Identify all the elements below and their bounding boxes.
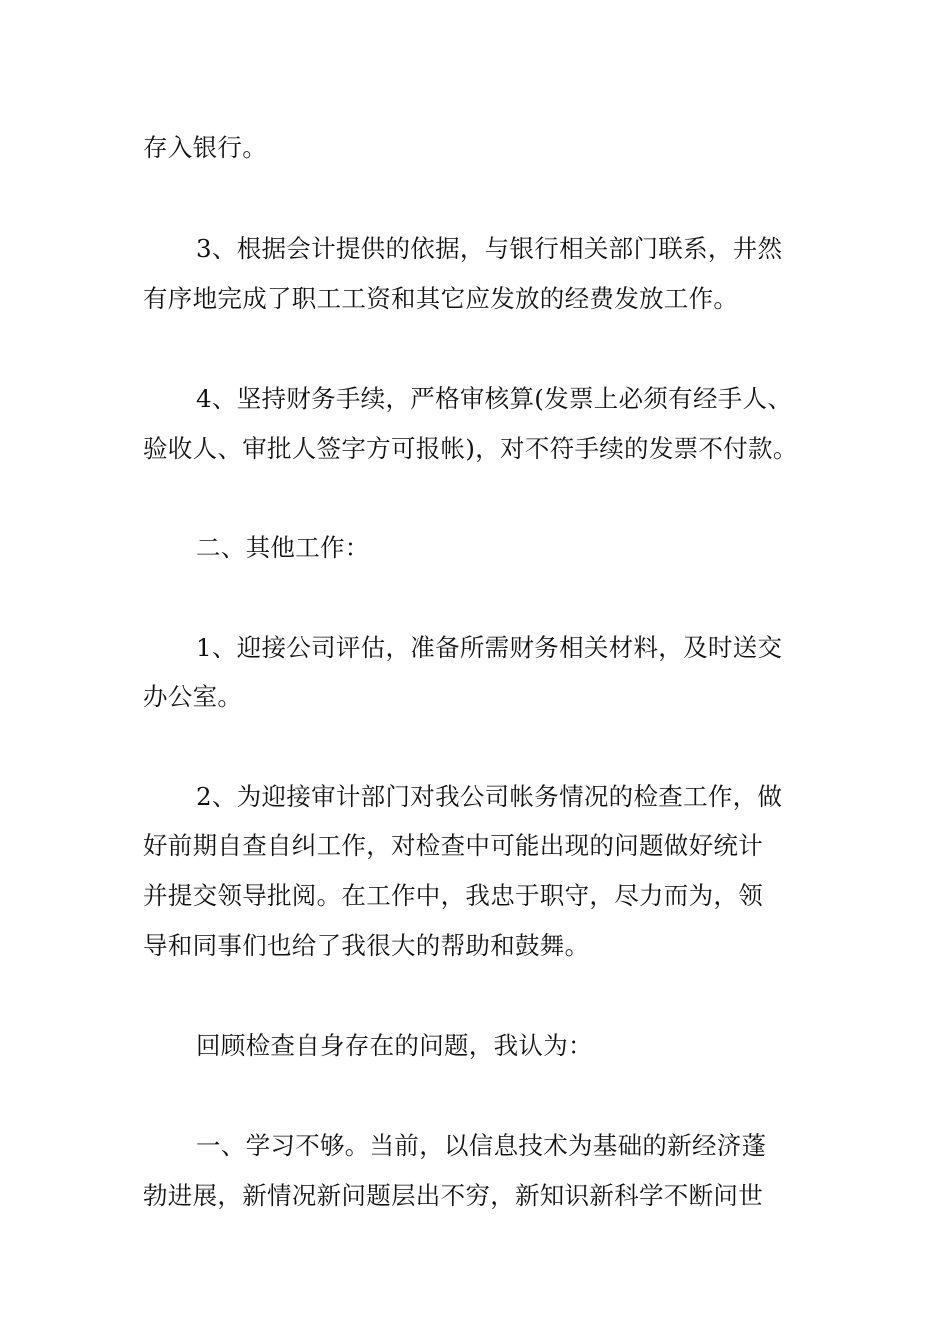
paragraph-line: 2、为迎接审计部门对我公司帐务情况的检查工作，做: [196, 782, 783, 811]
paragraph-line: 3、根据会计提供的依据，与银行相关部门联系，井然: [196, 234, 783, 263]
paragraph-line: 有序地完成了职工工资和其它应发放的经费发放工作。: [143, 284, 739, 313]
paragraph-line: 导和同事们也给了我很大的帮助和鼓舞。: [143, 931, 590, 960]
paragraph-line: 存入银行。: [143, 133, 267, 162]
paragraph-line: 回顾检查自身存在的问题，我认为：: [196, 1031, 593, 1060]
paragraph-line: 一、学习不够。当前，以信息技术为基础的新经济蓬: [196, 1131, 767, 1160]
paragraph-line: 1、迎接公司评估，准备所需财务相关材料，及时送交: [196, 633, 783, 662]
paragraph-line: 验收人、审批人签字方可报帐)，对不符手续的发票不付款。: [143, 434, 798, 463]
section-heading: 二、其他工作：: [196, 533, 370, 562]
paragraph-line: 勃进展，新情况新问题层出不穷，新知识新科学不断问世: [143, 1181, 763, 1210]
paragraph-line: 4、坚持财务手续，严格审核算(发票上必须有经手人、: [196, 384, 793, 413]
paragraph-line: 好前期自查自纠工作，对检查中可能出现的问题做好统计: [143, 831, 763, 860]
paragraph-line: 办公室。: [143, 682, 243, 711]
paragraph-line: 并提交领导批阅。在工作中，我忠于职守，尽力而为，领: [143, 881, 763, 910]
